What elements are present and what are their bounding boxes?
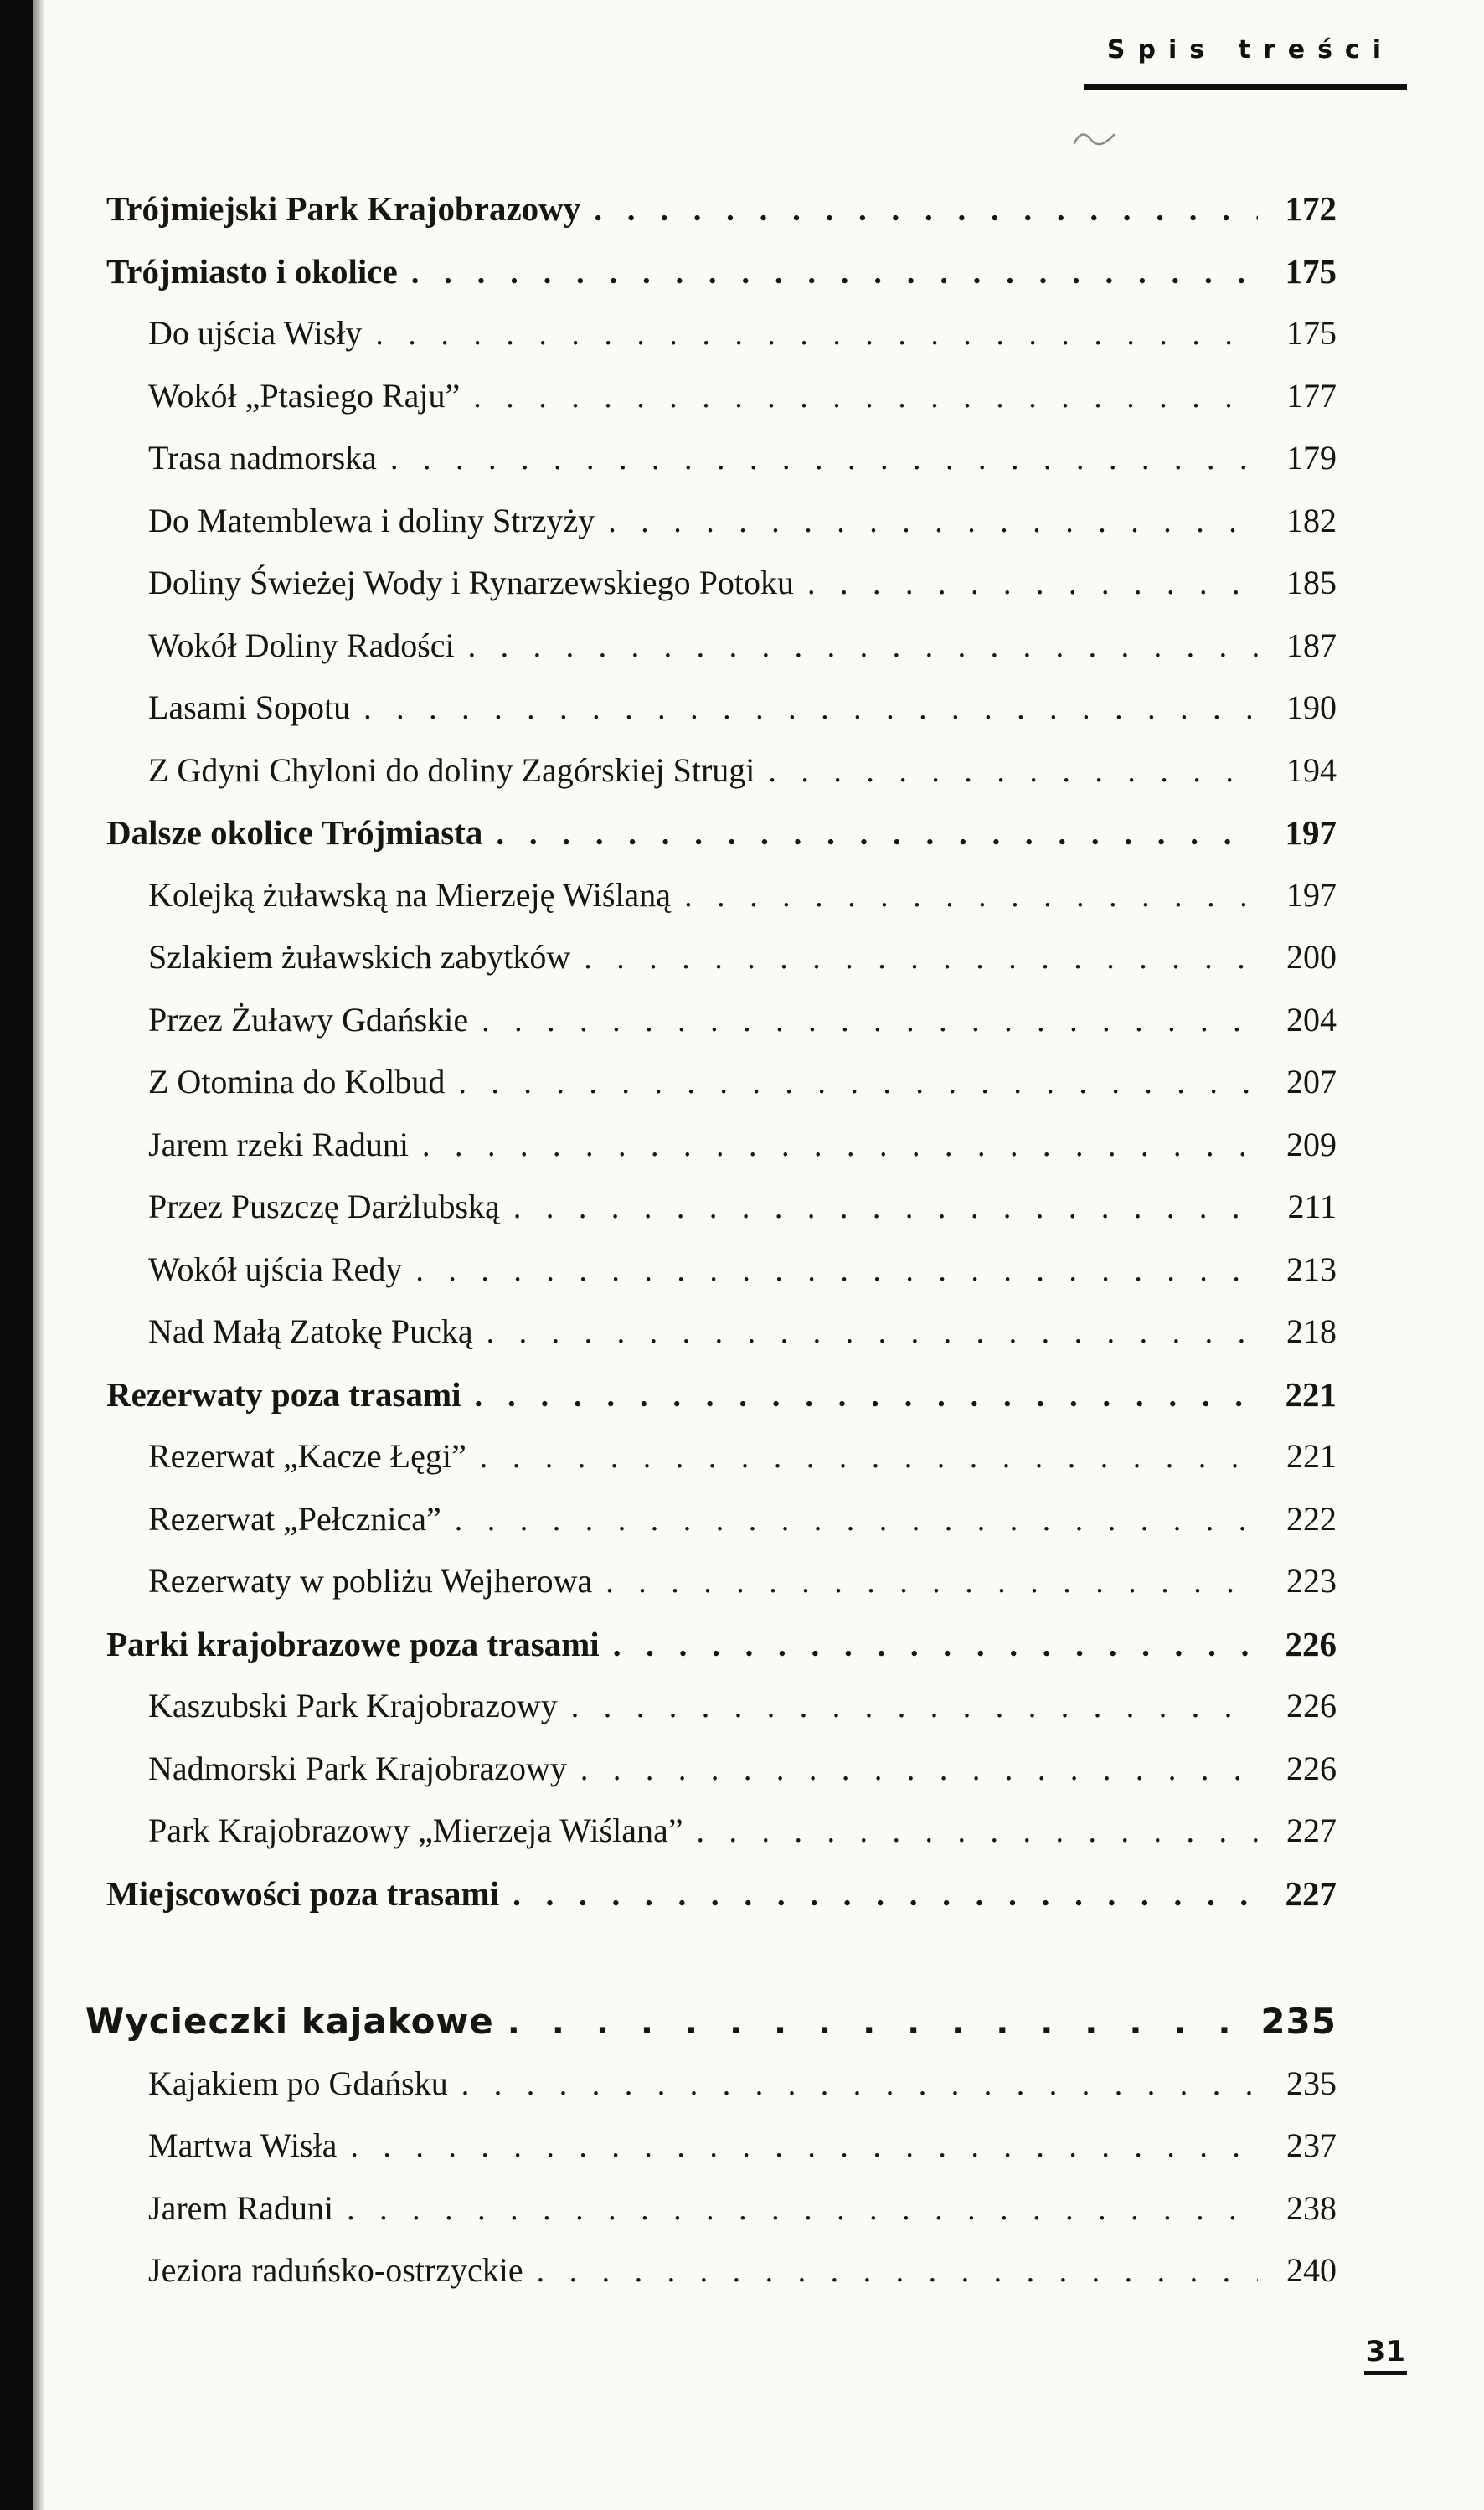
toc-entry [0,812,1484,875]
dot-leader [375,313,1258,354]
toc-entry-label: Doliny Świeżej Wody i Rynarzewskiego Potoku [148,564,795,601]
toc-entry-label: Jarem Raduni [148,2188,334,2227]
dot-leader [696,1811,1258,1852]
toc-entry-label: Wokół ujścia Redy [148,1250,403,1288]
toc-entry-label: Trójmiasto i okolice [106,251,398,291]
dot-leader [461,2064,1258,2105]
dot-leader [613,1624,1258,1666]
toc-entry-page: 197 [1285,813,1337,852]
toc-entry-label: Wokół „Ptasiego Raju” [148,376,461,415]
dot-leader [513,1187,1258,1228]
toc-entry-label: Do Matemblewa i doliny Strzyży [148,501,595,539]
toc-entry-label: Miejscowości poza trasami [106,1873,500,1913]
toc-entry-label: Dalsze okolice Trójmiasta [106,813,483,852]
page-header-title: Spis treści [1106,35,1394,64]
toc-entry-page: 235 [1286,2064,1337,2102]
dot-leader [482,1000,1258,1041]
toc-entry-page: 221 [1286,1437,1337,1475]
toc-entry-label: Rezerwaty poza trasami [106,1374,461,1414]
toc-entry-page: 182 [1286,501,1337,539]
toc-entry [0,1250,1484,1312]
dot-leader [513,1873,1258,1915]
toc-list [0,188,1484,2313]
dot-leader [487,1312,1258,1353]
dot-leader [571,1686,1258,1727]
toc-entry-label: Martwa Wisła [148,2126,338,2164]
toc-entry [0,2126,1484,2188]
dot-leader [347,2188,1258,2229]
toc-entry [0,937,1484,1000]
toc-entry [0,1499,1484,1562]
toc-entry-label: Szlakiem żuławskich zabytków [148,938,571,976]
dot-leader [411,251,1258,293]
toc-entry-page: 197 [1286,875,1337,914]
toc-entry-page: 213 [1286,1250,1337,1288]
toc-entry-label: Jeziora raduńsko-ostrzyckie [148,2251,523,2289]
toc-entry [0,626,1484,688]
toc-entry [0,1561,1484,1624]
toc-entry-page: 238 [1286,2188,1337,2227]
toc-entry [0,1187,1484,1250]
toc-entry [0,188,1484,251]
toc-entry-label: Z Otomina do Kolbud [148,1063,446,1100]
toc-entry [0,688,1484,750]
dot-leader [455,1499,1258,1540]
dot-leader [415,1250,1258,1291]
dot-leader [422,1125,1258,1166]
toc-entry-label: Trójmiejski Park Krajobrazowy [106,189,581,228]
toc-entry [0,1811,1484,1873]
toc-entry [0,1312,1484,1374]
toc-entry-page: 207 [1286,1063,1337,1100]
dot-leader [473,376,1258,417]
toc-entry-page: 187 [1286,626,1337,664]
dot-leader [608,501,1258,542]
toc-entry-page: 237 [1286,2126,1337,2164]
toc-entry-page: 222 [1286,1499,1337,1538]
toc-entry [0,313,1484,376]
toc-entry-page: 240 [1286,2251,1337,2289]
toc-entry [0,1125,1484,1188]
toc-entry [0,2250,1484,2313]
toc-entry [0,1000,1484,1063]
toc-entry-page: 227 [1286,1812,1337,1849]
toc-entry [0,563,1484,626]
toc-entry-page: 211 [1287,1188,1337,1225]
dot-leader [580,1749,1258,1790]
toc-entry-page: 226 [1285,1624,1337,1663]
toc-entry-page: 226 [1286,1687,1337,1724]
toc-entry-label: Lasami Sopotu [148,688,351,726]
dot-leader [594,188,1258,230]
toc-entry-label: Przez Żuławy Gdańskie [148,1000,469,1039]
dot-leader [480,1436,1258,1477]
toc-entry-page: 194 [1286,750,1337,789]
toc-entry-label: Wokół Doliny Radości [148,626,455,664]
toc-entry-label: Nadmorski Park Krajobrazowy [148,1749,567,1787]
toc-entry-page: 235 [1260,2001,1337,2042]
toc-entry-page: 227 [1285,1873,1337,1913]
toc-entry [0,875,1484,938]
toc-entry-page: 218 [1286,1312,1337,1350]
dot-leader [496,812,1258,854]
toc-entry-page: 177 [1286,376,1337,415]
toc-entry [0,2001,1484,2064]
toc-entry-label: Kajakiem po Gdańsku [148,2064,448,2102]
dot-leader [458,1062,1258,1103]
toc-entry [0,2188,1484,2251]
toc-entry-page: 204 [1286,1000,1337,1039]
toc-entry-page: 223 [1286,1562,1337,1600]
toc-entry-label: Przez Puszczę Darżlubską [148,1188,500,1225]
toc-entry-label: Nad Małą Zatokę Pucką [148,1312,473,1350]
toc-entry-label: Rezerwat „Pełcznica” [148,1499,441,1538]
toc-entry-label: Park Krajobrazowy „Mierzeja Wiślana” [148,1812,683,1849]
toc-entry-label: Kaszubski Park Krajobrazowy [148,1687,558,1724]
toc-entry-page: 175 [1286,314,1337,352]
toc-entry [0,1749,1484,1812]
toc-entry-page: 221 [1285,1374,1337,1414]
dot-leader [390,438,1258,479]
toc-entry-page: 200 [1286,938,1337,976]
toc-entry [0,1436,1484,1499]
dot-leader [468,626,1258,667]
toc-entry-label: Parki krajobrazowe poza trasami [106,1624,600,1663]
pen-mark-icon [1072,127,1117,151]
toc-entry-label: Do ujścia Wisły [148,314,363,352]
toc-entry [0,438,1484,501]
dot-leader [605,1561,1258,1602]
toc-entry-label: Z Gdyni Chyloni do doliny Zagórskiej Strugi [148,750,755,789]
toc-entry [0,1873,1484,1936]
dot-leader [537,2250,1258,2291]
dot-leader [475,1374,1258,1416]
toc-entry [0,1374,1484,1437]
toc-entry-page: 185 [1286,564,1337,601]
dot-leader [363,688,1258,729]
toc-entry [0,376,1484,439]
dot-leader [508,2001,1253,2044]
dot-leader [584,937,1258,978]
toc-entry-label: Jarem rzeki Raduni [148,1125,409,1163]
toc-entry-page: 175 [1285,251,1337,291]
toc-entry-label: Rezerwat „Kacze Łęgi” [148,1437,466,1475]
toc-entry [0,1686,1484,1749]
page-number: 31 [1364,2335,1407,2375]
toc-entry-page: 209 [1286,1125,1337,1163]
dot-leader [350,2126,1258,2167]
toc-entry-label: Wycieczki kajakowe [85,2001,494,2042]
toc-entry-label: Kolejką żuławską na Mierzeję Wiślaną [148,875,672,914]
dot-leader [768,750,1258,791]
header-rule [1084,84,1407,90]
toc-entry [0,1062,1484,1125]
toc-entry [0,1624,1484,1687]
toc-entry [0,251,1484,314]
toc-entry-label: Rezerwaty w pobliżu Wejherowa [148,1562,593,1600]
toc-entry [0,750,1484,813]
toc-entry-page: 179 [1286,439,1337,477]
toc-entry [0,2064,1484,2126]
dot-leader [807,563,1258,604]
toc-entry-page: 226 [1286,1749,1337,1787]
dot-leader [684,875,1258,916]
toc-entry-page: 190 [1286,688,1337,726]
toc-entry-page: 172 [1285,189,1337,228]
toc-entry [0,501,1484,564]
toc-entry-label: Trasa nadmorska [148,439,377,477]
